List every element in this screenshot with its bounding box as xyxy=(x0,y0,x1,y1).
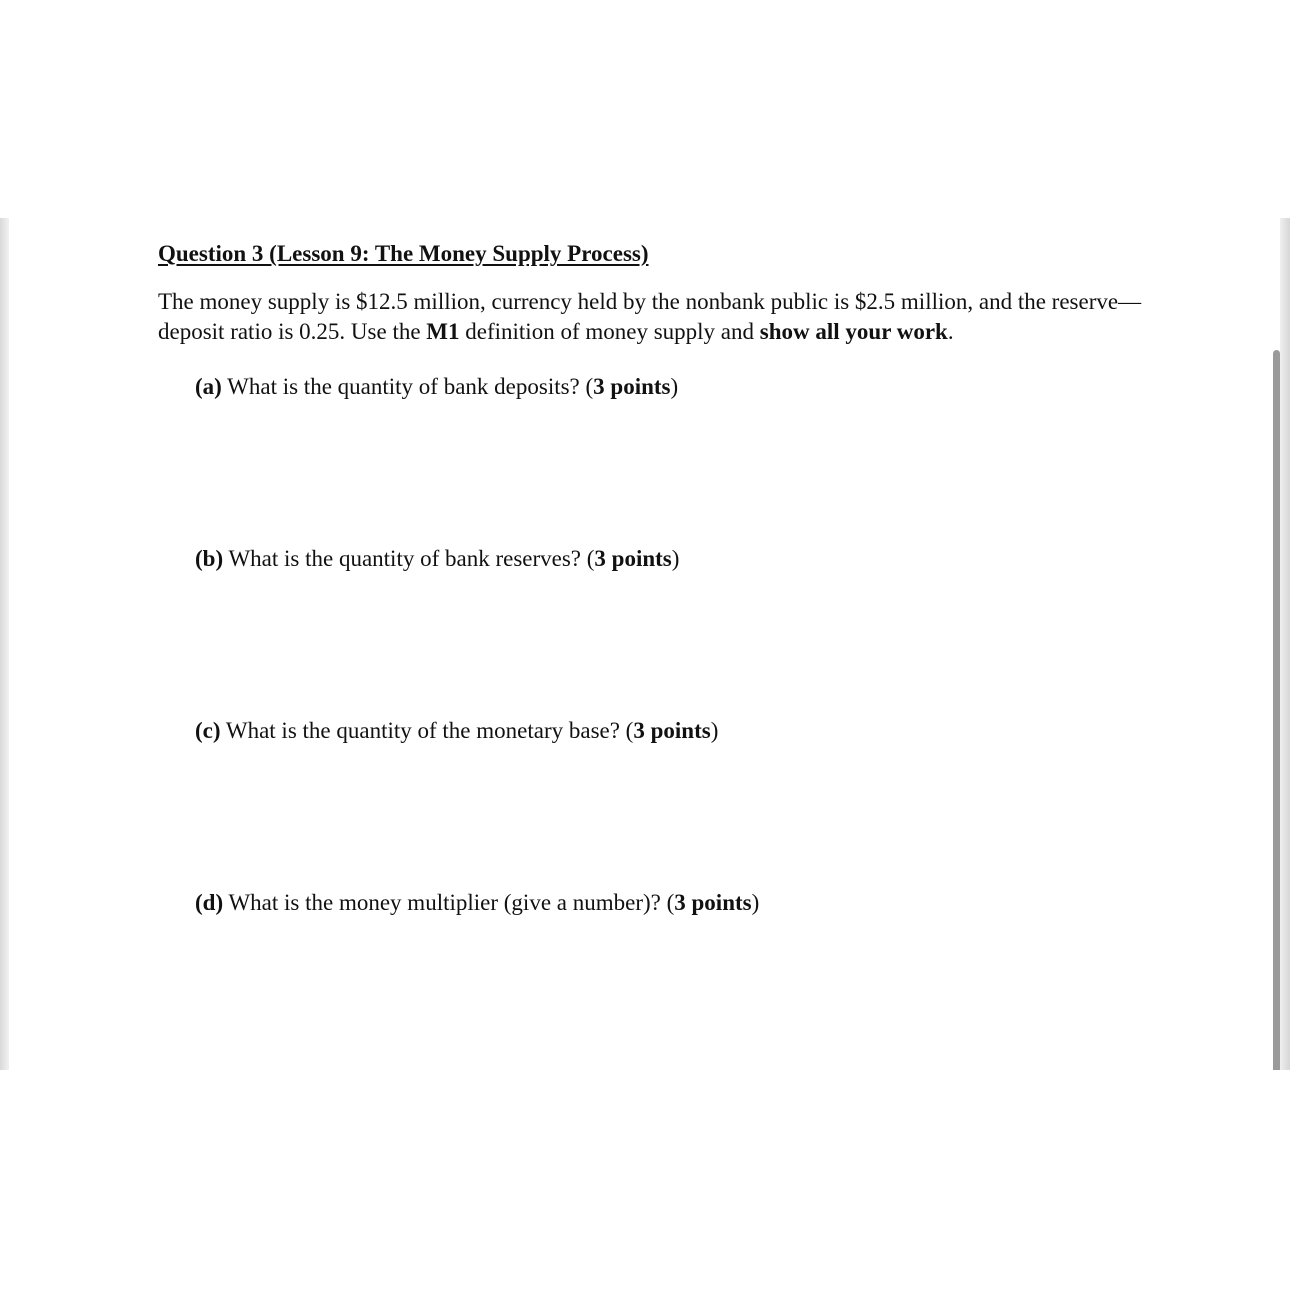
stem-text-1: The money supply is $12.5 million, currency held by the nonbank public is $2.5 million, and the reserve—deposit ratio is 0.25. Use the xyxy=(158,289,1142,344)
question-stem xyxy=(158,287,1158,347)
part-a-close: ) xyxy=(670,374,679,399)
part-c-points: 3 points xyxy=(633,718,711,743)
part-a-label: (a) xyxy=(195,374,222,399)
part-d-label: (d) xyxy=(195,890,224,915)
part-c-label: (c) xyxy=(195,718,221,743)
stem-text-3: . xyxy=(947,319,954,344)
document-page xyxy=(158,240,1158,915)
part-c-text: What is the quantity of the monetary base? ( xyxy=(220,718,634,743)
part-d-close: ) xyxy=(751,890,760,915)
part-c xyxy=(195,717,718,745)
scrollbar-thumb[interactable] xyxy=(1273,350,1280,1070)
part-a xyxy=(195,373,678,401)
part-d-text: What is the money multiplier (give a number)? ( xyxy=(223,890,675,915)
part-d-points: 3 points xyxy=(674,890,752,915)
part-c-close: ) xyxy=(710,718,719,743)
part-b-text: What is the quantity of bank reserves? ( xyxy=(223,546,595,571)
question-title: Question 3 (Lesson 9: The Money Supply Process) xyxy=(158,241,649,266)
part-b-label: (b) xyxy=(195,546,224,571)
stem-bold-instruction: show all your work xyxy=(759,319,948,344)
part-b-close: ) xyxy=(671,546,680,571)
part-a-text: What is the quantity of bank deposits? ( xyxy=(221,374,594,399)
part-d xyxy=(195,889,759,917)
stem-text-2: definition of money supply and xyxy=(459,319,760,344)
left-page-edge xyxy=(0,218,9,1070)
part-a-points: 3 points xyxy=(593,374,671,399)
document-viewer xyxy=(0,218,1290,1070)
part-b-points: 3 points xyxy=(594,546,672,571)
part-b xyxy=(195,545,679,573)
scrollbar-track[interactable] xyxy=(1280,218,1290,1070)
stem-bold-m1: M1 xyxy=(426,319,460,344)
